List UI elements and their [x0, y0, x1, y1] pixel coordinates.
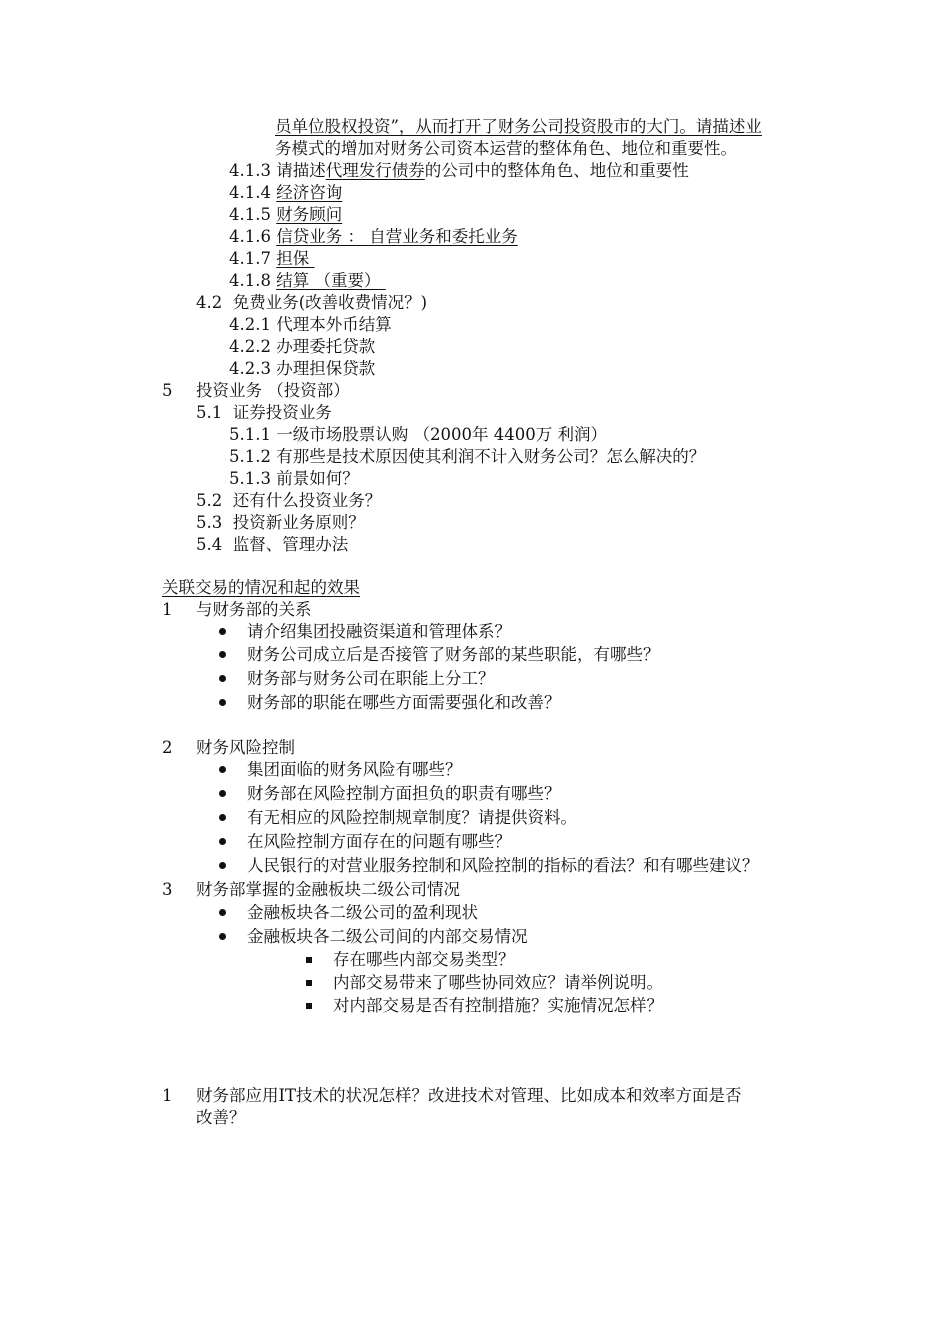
- list-item: 金融板块各二级公司间的内部交易情况: [247, 927, 528, 946]
- it-question-line: 改善？: [196, 1108, 246, 1127]
- square-bullet-icon: [306, 957, 312, 963]
- list-item: 财务部的职能在哪些方面需要强化和改善？: [247, 693, 561, 712]
- list-item: 财务部与财务公司在职能上分工？: [247, 669, 495, 688]
- outline-item-5-3: 5.3 投资新业务原则？: [196, 513, 365, 532]
- bullet-icon: [219, 838, 226, 845]
- outline-item-4-1-6: 4.1.6 信贷业务 ： 自营业务和委托业务: [229, 227, 518, 246]
- bullet-icon: [219, 651, 226, 658]
- outline-item-4-1-3: 4.1.3 请描述代理发行债券的公司中的整体角色、地位和重要性: [229, 161, 689, 180]
- list-item: 财务部在风险控制方面担负的职责有哪些？: [247, 784, 561, 803]
- q1-title: 与财务部的关系: [196, 600, 312, 619]
- outline-item-4-1-8: 4.1.8 结算 （重要）: [229, 271, 386, 290]
- bullet-icon: [219, 909, 226, 916]
- section-5-title: 投资业务 （投资部）: [196, 381, 350, 400]
- sub-list-item: 内部交易带来了哪些协同效应？请举例说明。: [333, 973, 663, 992]
- bullet-icon: [219, 699, 226, 706]
- list-item: 财务公司成立后是否接管了财务部的某些职能，有哪些？: [247, 645, 660, 664]
- bullet-icon: [219, 862, 226, 869]
- square-bullet-icon: [306, 1003, 312, 1009]
- bullet-icon: [219, 933, 226, 940]
- outline-item-4-2-1: 4.2.1 代理本外币结算: [229, 315, 392, 334]
- paragraph-line: [275, 116, 762, 138]
- q2-number: 2: [162, 738, 173, 757]
- list-item: 请介绍集团投融资渠道和管理体系？: [247, 622, 511, 641]
- bullet-icon: [219, 628, 226, 635]
- underlined-phrase: 员单位股权投资”，从而打开了财务公司投资股市的大门。请描述业: [275, 117, 762, 136]
- square-bullet-icon: [306, 980, 312, 986]
- outline-item-4-2: 4.2 免费业务(改善收费情况？): [196, 293, 428, 312]
- bullet-icon: [219, 766, 226, 773]
- outline-item-5-1-1: 5.1.1 一级市场股票认购 （2000年 4400万 利润）: [229, 425, 607, 444]
- sub-list-item: 对内部交易是否有控制措施？实施情况怎样？: [333, 996, 663, 1015]
- underlined-phrase: 代理发行债券: [325, 161, 425, 180]
- outline-item-4-1-4: 4.1.4 经济咨询: [229, 183, 343, 202]
- outline-item-5-2: 5.2 还有什么投资业务？: [196, 491, 382, 510]
- list-item: 金融板块各二级公司的盈利现状: [247, 903, 478, 922]
- it-question-number: 1: [162, 1086, 173, 1105]
- list-item: 在风险控制方面存在的问题有哪些？: [247, 832, 511, 851]
- q2-title: 财务风险控制: [196, 738, 295, 757]
- sub-list-item: 存在哪些内部交易类型？: [333, 950, 515, 969]
- outline-item-5-1-2: 5.1.2 有那些是技术原因使其利润不计入财务公司？怎么解决的？: [229, 447, 706, 466]
- it-question-line: 财务部应用IT技术的状况怎样？改进技术对管理、比如成本和效率方面是否: [196, 1086, 742, 1105]
- bullet-icon: [219, 675, 226, 682]
- outline-item-4-2-3: 4.2.3 办理担保贷款: [229, 359, 376, 378]
- outline-item-4-1-5: 4.1.5 财务顾问: [229, 205, 343, 224]
- q1-number: 1: [162, 600, 173, 619]
- outline-item-4-2-2: 4.2.2 办理委托贷款: [229, 337, 376, 356]
- bullet-icon: [219, 814, 226, 821]
- outline-item-5-1: 5.1 证券投资业务: [196, 403, 332, 422]
- paragraph-line: 务模式的增加对财务公司资本运营的整体角色、地位和重要性。: [275, 139, 737, 158]
- q3-title: 财务部掌握的金融板块二级公司情况: [196, 880, 460, 899]
- outline-item-5-1-3: 5.1.3 前景如何？: [229, 469, 359, 488]
- list-item: 人民银行的对营业服务控制和风险控制的指标的看法？和有哪些建议？: [247, 856, 759, 875]
- related-heading: 关联交易的情况和起的效果: [162, 578, 360, 597]
- bullet-icon: [219, 790, 226, 797]
- list-item: 集团面临的财务风险有哪些？: [247, 760, 462, 779]
- list-item: 有无相应的风险控制规章制度？请提供资料。: [247, 808, 577, 827]
- outline-item-4-1-7: 4.1.7 担保: [229, 249, 315, 268]
- outline-item-5-4: 5.4 监督、管理办法: [196, 535, 349, 554]
- section-5-number: 5: [162, 381, 173, 400]
- q3-number: 3: [162, 880, 173, 899]
